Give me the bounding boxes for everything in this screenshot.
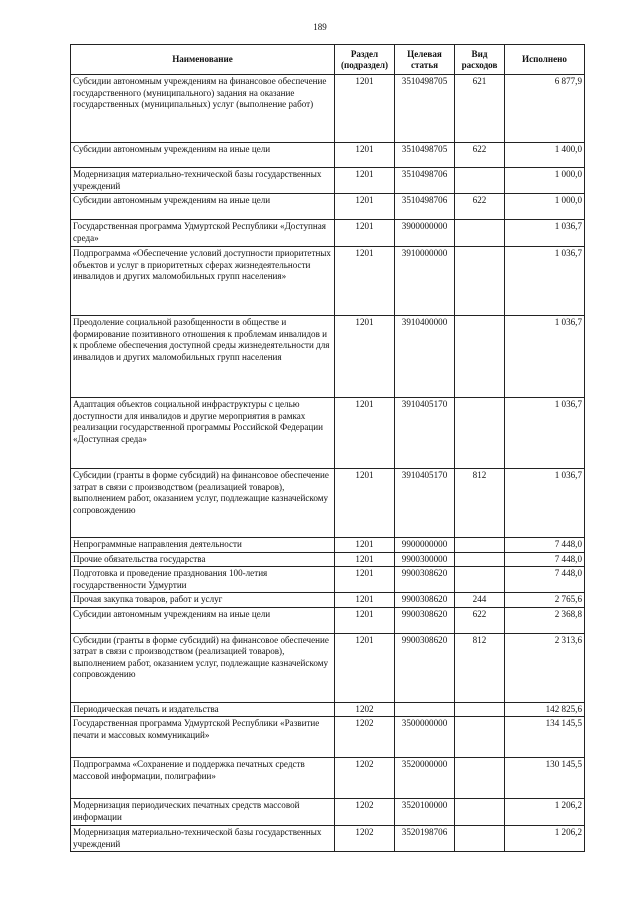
budget-table: [70, 44, 585, 852]
cell-section: 1201: [335, 469, 395, 538]
cell-name: Подготовка и проведение празднования 100-летия государственности Удмуртии: [71, 567, 335, 593]
cell-kind: [455, 552, 505, 567]
table-row: [71, 538, 585, 553]
cell-kind: 622: [455, 143, 505, 168]
cell-section: 1202: [335, 702, 395, 717]
table-row: [71, 607, 585, 633]
cell-section: 1201: [335, 143, 395, 168]
table-row: [71, 717, 585, 758]
cell-article: 9900308620: [395, 567, 455, 593]
cell-name: Непрограммные направления деятельности: [71, 538, 335, 553]
cell-kind: [455, 247, 505, 316]
cell-section: 1201: [335, 633, 395, 702]
cell-kind: 244: [455, 593, 505, 608]
cell-kind: [455, 799, 505, 826]
table-row: [71, 220, 585, 247]
cell-section: 1201: [335, 552, 395, 567]
cell-name: Подпрограмма «Сохранение и поддержка печатных средств массовой информации, полиграфии»: [71, 758, 335, 799]
cell-name: Подпрограмма «Обеспечение условий доступности приоритетных объектов и услуг в приоритетных сферах жизнедеятельности инвалидов и других маломобильных групп населения»: [71, 247, 335, 316]
table-header-row: [71, 45, 585, 75]
cell-section: 1201: [335, 194, 395, 220]
table-row: [71, 593, 585, 608]
cell-article: 3910405170: [395, 398, 455, 469]
cell-done: 2 765,6: [505, 593, 585, 608]
table-row: [71, 567, 585, 593]
table-row: [71, 826, 585, 852]
cell-section: 1201: [335, 398, 395, 469]
cell-done: 7 448,0: [505, 552, 585, 567]
cell-done: 130 145,5: [505, 758, 585, 799]
cell-article: 9900300000: [395, 552, 455, 567]
cell-done: 1 036,7: [505, 247, 585, 316]
cell-kind: 622: [455, 194, 505, 220]
cell-section: 1201: [335, 75, 395, 143]
cell-name: Модернизация материально-технической базы государственных учреждений: [71, 826, 335, 852]
table-row: [71, 247, 585, 316]
cell-done: 1 036,7: [505, 469, 585, 538]
cell-kind: [455, 316, 505, 398]
cell-section: 1201: [335, 316, 395, 398]
cell-section: 1201: [335, 220, 395, 247]
table-row: [71, 398, 585, 469]
header-done: Исполнено: [505, 45, 585, 75]
cell-name: Преодоление социальной разобщенности в обществе и формирование позитивного отношения к проблемам инвалидов и к проблеме обеспечения доступной среды жизнедеятельности для инвалидов и других маломобильных групп населения: [71, 316, 335, 398]
cell-name: Прочая закупка товаров, работ и услуг: [71, 593, 335, 608]
table-row: [71, 194, 585, 220]
cell-article: 9900000000: [395, 538, 455, 553]
cell-name: Модернизация материально-технической базы государственных учреждений: [71, 168, 335, 194]
cell-section: 1202: [335, 799, 395, 826]
table-row: [71, 143, 585, 168]
cell-kind: [455, 220, 505, 247]
cell-done: 1 036,7: [505, 398, 585, 469]
cell-article: 3510498706: [395, 194, 455, 220]
cell-section: 1201: [335, 247, 395, 316]
cell-done: 1 036,7: [505, 220, 585, 247]
cell-done: 2 368,8: [505, 607, 585, 633]
cell-name: Субсидии (гранты в форме субсидий) на финансовое обеспечение затрат в связи с производством (реализацией товаров), выполнением работ, оказанием услуг, подлежащие казначейскому сопровождению: [71, 469, 335, 538]
cell-done: 1 036,7: [505, 316, 585, 398]
cell-kind: [455, 567, 505, 593]
cell-kind: 812: [455, 633, 505, 702]
cell-name: Прочие обязательства государства: [71, 552, 335, 567]
cell-name: Государственная программа Удмуртской Республики «Развитие печати и массовых коммуникаций»: [71, 717, 335, 758]
table-row: [71, 633, 585, 702]
cell-article: 9900308620: [395, 633, 455, 702]
cell-section: 1202: [335, 758, 395, 799]
table-row: [71, 168, 585, 194]
cell-kind: 622: [455, 607, 505, 633]
cell-name: Субсидии автономным учреждениям на иные цели: [71, 607, 335, 633]
page-number: 189: [313, 22, 327, 32]
cell-article: 3900000000: [395, 220, 455, 247]
cell-section: 1202: [335, 826, 395, 852]
cell-kind: 621: [455, 75, 505, 143]
header-section: Раздел (подраздел): [335, 45, 395, 75]
table-row: [71, 316, 585, 398]
table-row: [71, 75, 585, 143]
cell-article: 3510498705: [395, 143, 455, 168]
cell-name: Модернизация периодических печатных средств массовой информации: [71, 799, 335, 826]
cell-section: 1202: [335, 717, 395, 758]
cell-article: 3520000000: [395, 758, 455, 799]
cell-section: 1201: [335, 168, 395, 194]
cell-done: 6 877,9: [505, 75, 585, 143]
cell-name: Субсидии автономным учреждениям на иные цели: [71, 194, 335, 220]
cell-article: 3910400000: [395, 316, 455, 398]
cell-article: 3910000000: [395, 247, 455, 316]
cell-article: 3910405170: [395, 469, 455, 538]
table-row: [71, 758, 585, 799]
cell-kind: [455, 717, 505, 758]
cell-name: Государственная программа Удмуртской Республики «Доступная среда»: [71, 220, 335, 247]
cell-article: [395, 702, 455, 717]
table-row: [71, 469, 585, 538]
cell-article: 9900308620: [395, 607, 455, 633]
cell-section: 1201: [335, 567, 395, 593]
header-article: Целевая статья: [395, 45, 455, 75]
table-row: [71, 702, 585, 717]
cell-done: 2 313,6: [505, 633, 585, 702]
cell-done: 142 825,6: [505, 702, 585, 717]
cell-name: Периодическая печать и издательства: [71, 702, 335, 717]
cell-name: Адаптация объектов социальной инфраструктуры с целью доступности для инвалидов и другие мероприятия в рамках реализации государственной программы Российской Федерации «Доступная среда»: [71, 398, 335, 469]
cell-article: 3510498706: [395, 168, 455, 194]
cell-section: 1201: [335, 607, 395, 633]
cell-name: Субсидии (гранты в форме субсидий) на финансовое обеспечение затрат в связи с производством (реализацией товаров), выполнением работ, оказанием услуг, подлежащие казначейскому сопровождению: [71, 633, 335, 702]
cell-section: 1201: [335, 538, 395, 553]
cell-done: 1 000,0: [505, 168, 585, 194]
cell-kind: [455, 758, 505, 799]
cell-kind: [455, 398, 505, 469]
cell-article: 9900308620: [395, 593, 455, 608]
cell-article: 3510498705: [395, 75, 455, 143]
cell-done: 1 400,0: [505, 143, 585, 168]
table-row: [71, 799, 585, 826]
cell-kind: 812: [455, 469, 505, 538]
cell-kind: [455, 826, 505, 852]
cell-kind: [455, 538, 505, 553]
cell-done: 7 448,0: [505, 567, 585, 593]
cell-done: 1 000,0: [505, 194, 585, 220]
cell-done: 134 145,5: [505, 717, 585, 758]
cell-article: 3500000000: [395, 717, 455, 758]
table-row: [71, 552, 585, 567]
cell-name: Субсидии автономным учреждениям на финансовое обеспечение государственного (муниципального) задания на оказание государственных (муниципальных) услуг (выполнение работ): [71, 75, 335, 143]
cell-name: Субсидии автономным учреждениям на иные цели: [71, 143, 335, 168]
cell-section: 1201: [335, 593, 395, 608]
header-name: Наименование: [71, 45, 335, 75]
header-kind: Вид расходов: [455, 45, 505, 75]
cell-kind: [455, 168, 505, 194]
cell-article: 3520100000: [395, 799, 455, 826]
cell-done: 7 448,0: [505, 538, 585, 553]
cell-done: 1 206,2: [505, 799, 585, 826]
cell-article: 3520198706: [395, 826, 455, 852]
cell-kind: [455, 702, 505, 717]
cell-done: 1 206,2: [505, 826, 585, 852]
